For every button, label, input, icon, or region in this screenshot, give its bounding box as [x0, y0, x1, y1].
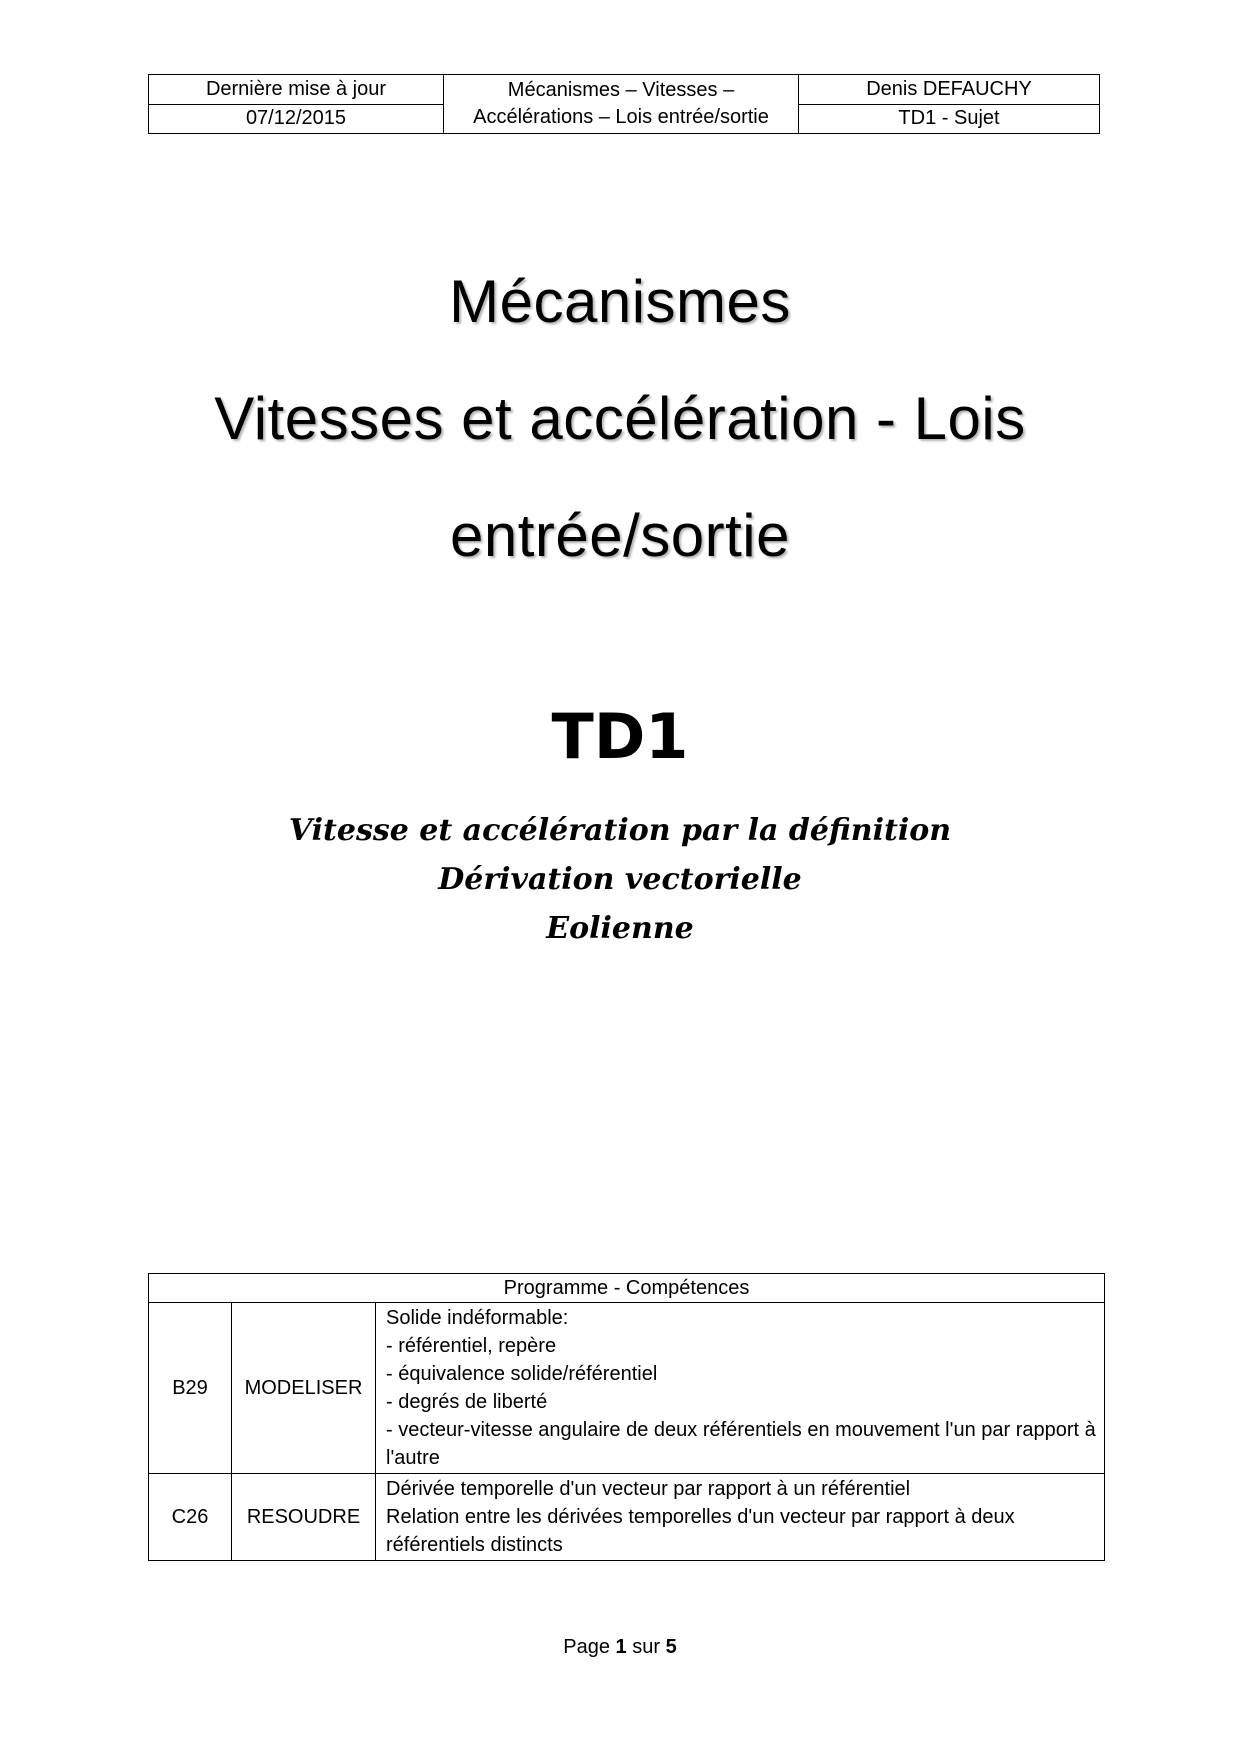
table-row	[149, 1303, 1105, 1474]
competence-verb: RESOUDRE	[232, 1474, 376, 1561]
competence-code: B29	[149, 1303, 232, 1474]
subtitles	[0, 806, 1240, 953]
document-title	[0, 243, 1240, 594]
description-line: Solide indéformable:	[386, 1307, 569, 1329]
description-line: - équivalence solide/référentiel	[386, 1363, 658, 1385]
td-label: TD1	[551, 700, 689, 773]
subtitle-1: Vitesse et accélération par la définition	[288, 813, 952, 848]
description-line: Dérivée temporelle d'un vecteur par rapport à un référentiel	[386, 1478, 911, 1500]
title-line-3: entrée/sortie	[449, 502, 790, 569]
competences-header: Programme - Compétences	[149, 1274, 1105, 1303]
author-name: Denis DEFAUCHY	[799, 75, 1100, 105]
description-line: - vecteur-vitesse angulaire de deux référentiels en mouvement l'un par rapport à l'autre	[386, 1419, 1096, 1469]
competence-description	[376, 1303, 1105, 1474]
header-table	[148, 74, 1100, 134]
competences-table	[148, 1273, 1105, 1561]
subject-cell	[444, 75, 799, 134]
description-line: - degrés de liberté	[386, 1391, 548, 1413]
page-footer	[0, 1636, 1240, 1659]
subject-line-2: Accélérations – Lois entrée/sortie	[473, 106, 769, 128]
table-row	[149, 1474, 1105, 1561]
subject-line-1: Mécanismes – Vitesses –	[507, 79, 735, 101]
title-line-1: Mécanismes	[449, 268, 791, 335]
page-number: 1	[615, 1636, 627, 1658]
page-word: Page	[563, 1636, 610, 1658]
title-line-2: Vitesses et accélération - Lois	[214, 385, 1026, 452]
of-word: sur	[632, 1636, 661, 1658]
total-pages: 5	[665, 1636, 677, 1658]
competence-verb: MODELISER	[232, 1303, 376, 1474]
subtitle-2: Dérivation vectorielle	[438, 862, 802, 897]
subtitle-3: Eolienne	[546, 911, 694, 946]
description-line: - référentiel, repère	[386, 1335, 557, 1357]
description-line: Relation entre les dérivées temporelles d'un vecteur par rapport à deux référentiels distincts	[386, 1506, 1015, 1556]
document-type: TD1 - Sujet	[799, 104, 1100, 134]
update-date: 07/12/2015	[149, 104, 444, 134]
competence-description	[376, 1474, 1105, 1561]
last-update-label: Dernière mise à jour	[149, 75, 444, 105]
competence-code: C26	[149, 1474, 232, 1561]
